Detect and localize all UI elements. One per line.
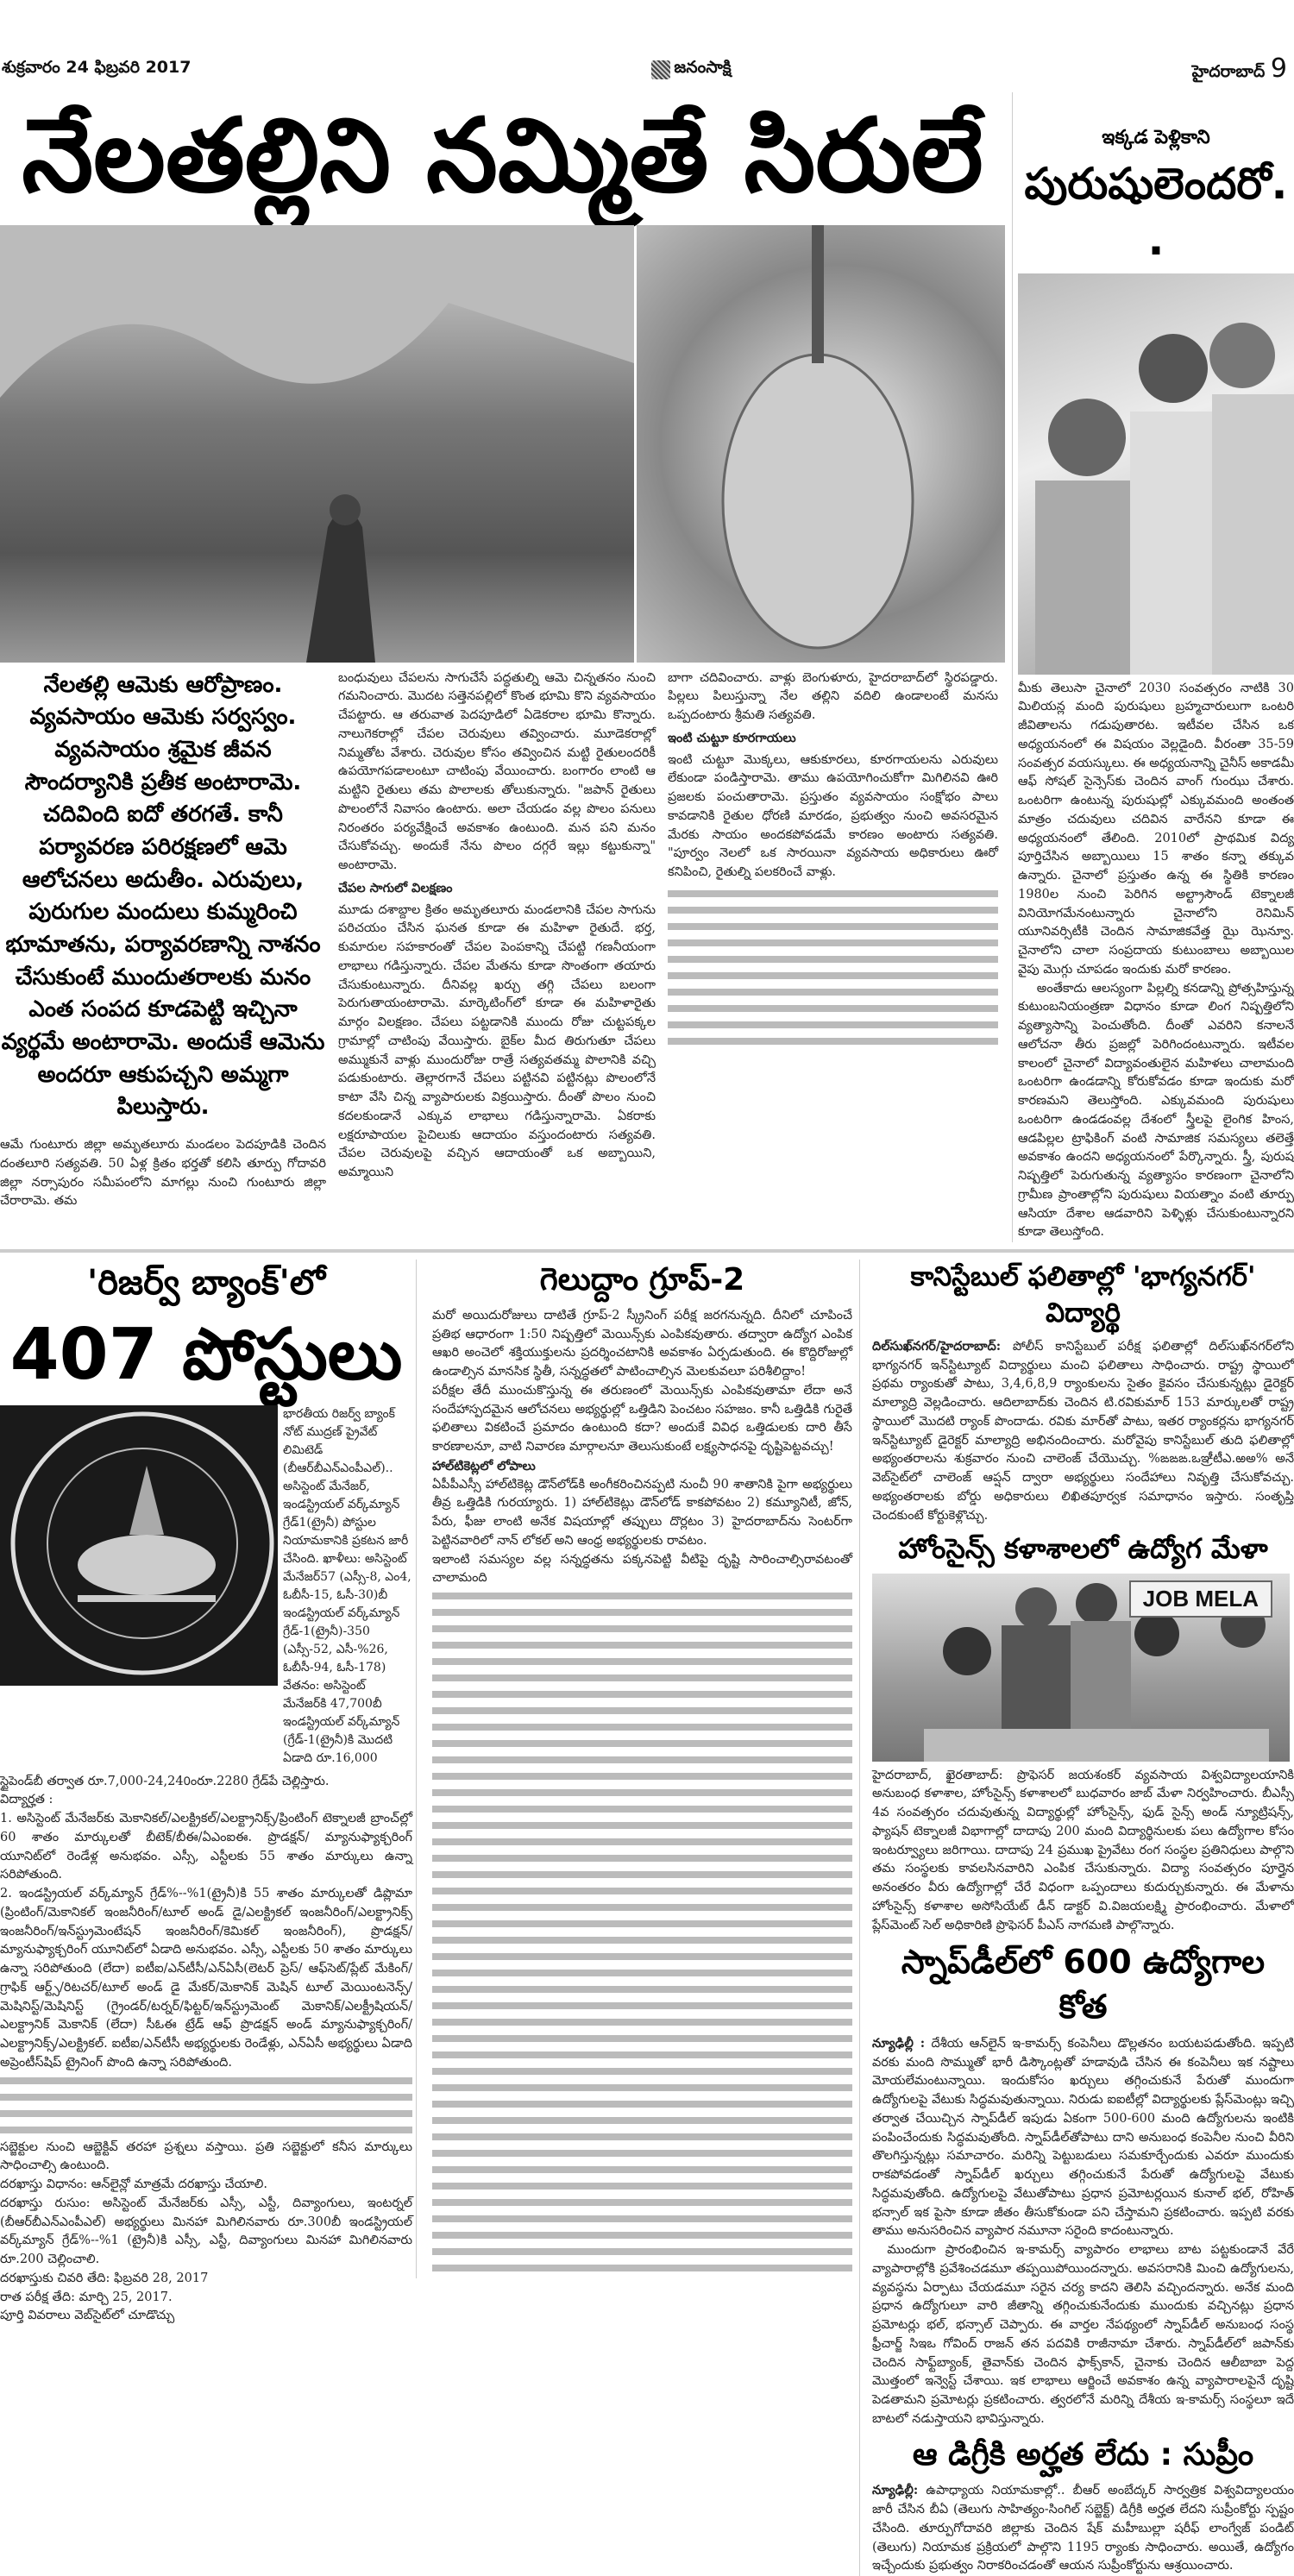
rbi-fee: దరఖాస్తు రుసుం: అసిస్టెంట్ మేనేజర్‌కు ఎస్సీ, ఎస్టీ, దివ్యాంగులు, ఇంటర్నల్ (బీఆర్‌బీఎన్‌ఎంపీఎల్) అభ్యర్థులు మినహా మిగిలినవారు రూ.300బీ ఇండస్ట్రియల్ వర్క్‌మ్యాన్ గ్రేడ్%--%1 (ట్రైనీ)కి ఎస్సీ, ఎస్టీ, దివ్యాంగులు మినహా మిగిలినవారు రూ.200 చెల్లించాలి. <box>0 2196 412 2267</box>
supreme-body <box>872 2481 1294 2576</box>
logo-emblem-icon <box>651 60 670 79</box>
rbi-emblem-photo <box>0 1405 278 1686</box>
rbi-eligibility-2: 2. ఇండస్ట్రియల్ వర్క్‌మ్యాన్ గ్రేడ్%--%1(ట్రైనీ)కి 55 శాతం మార్కులతో డిప్లొమా (ప్రింటింగ్/మెకానికల్ ఇంజనీరింగ్/టూల్ అండ్ డై/ఎలక్ట్రికల్ ఇంజనీరింగ్/ఎలక్ట్రానిక్స్ ఇంజనీరింగ్/ఇన్‌స్ట్రుమెంటేషన్ ఇంజనీరింగ్/కెమికల్ ఇంజనీరింగ్), ప్రొడక్షన్/మ్యానుఫ్యాక్చరింగ్ యూనిట్‌లో ఏడాది అనుభవం. ఎస్సీ, ఎస్టీలకు 50 శాతం మార్కులు ఉన్నా సరిపోతుంది (లేదా) ఐటీఐ/ఎన్‌టీసీ/ఎన్‌ఏసీ(లెటర్ ప్రెస్/ ఆఫ్‌సెట్/ప్లేట్ మేకింగ్/గ్రాఫిక్ ఆర్ట్స్/రిటచర్/టూల్ అండ్ డై మేకర్/మెకానిక్ మెషిన్ టూల్ మెయింటనెన్స్/మెషినిస్ట్/మెషినిస్ట్ (గ్రైండర్/టర్నర్/ఫిట్టర్/ఇన్‌స్ట్రుమెంట్ మెకానిక్/ఎలక్ట్రీషియన్/ఎలక్ట్రానిక్ మెకానిక్ (లేదా) సీఓఈ ట్రేడ్ ఆఫ్ ప్రొడక్షన్ అండ్ మ్యానుఫ్యాక్చరింగ్/ఎలక్ట్రానిక్స్/ఎలక్ట్రికల్. ఐటీఐ/ఎన్‌టీసీ అభ్యర్థులకు రెండేళ్లు, ఎన్‌ఏసీ అభ్యర్థులు ఏడాది అప్రెంటీస్‌షిప్ ట్రైనింగ్ పొంది ఉన్నా సరిపోతుంది. <box>0 1887 412 2070</box>
jobmela-headline: హోంసైన్స్ కళాశాలలో ఉద్యోగ మేళా <box>898 1532 1268 1566</box>
top-section <box>0 92 1294 1242</box>
rbi-side-text: భారతీయ రిజర్వ్ బ్యాంక్ నోట్ ముద్రణ్ ప్రైవేట్ లిమిటెడ్ (బీఆర్‌బీఎన్‌ఎంపీఎల్).. అసిస్టెంట్ మేనేజర్, ఇండస్ట్రియల్ వర్క్‌మ్యాన్ గ్రేడ్1(ట్రైనీ) పోస్టుల నియామకానికి ప్రకటన జారీ చేసింది. ఖాళీలు: అసిస్టెంట్ మేనేజర్57 (ఎస్సీ-8, ఎం4, ఓబీసీ-15, ఓసీ-30)బీ ఇండస్ట్రియల్ వర్క్‌మ్యాన్ గ్రేడ్-1(ట్రైనీ)-350 (ఎస్సీ-52, ఎసీ-%26, ఓబీసీ-94, ఓసీ-178) వేతనం: అసిస్టెంట్ మేనేజర్‌కి 47,700బీ ఇండస్ట్రియల్ వర్క్‌మ్యాన్ (గ్రేడ్-1(ట్రైనీ)కి మొదటి ఏడాది రూ.16,000 <box>283 1406 411 1765</box>
snapdeal-headline: స్నాప్‌డీల్‌లో 600 ఉద్యోగాల కోత <box>901 1943 1266 2026</box>
supreme-text: ఉపాధ్యాయ నియామకాల్లో.. బీఆర్ అంబేద్కర్ సార్వత్రిక విశ్వవిద్యాలయం జారీ చేసిన బీఏ (తెలుగు సాహిత్యం-సింగిల్ సబ్జెక్ట్) డిగ్రీకి అర్హత లేదని సుప్రీంకోర్టు స్పష్టం చేసింది. తూర్పుగోదావరి జిల్లాకు చెందిన షేక్ మహీబుల్లా షరీఫ్ లాంగ్వేజ్ పండిట్ (తెలుగు) నియామక ప్రక్రియలో పాల్గొని 1195 ర్యాంకు సాధించారు. అయితే, ఉద్యోగం ఇచ్చేందుకు ప్రభుత్వం నిరాకరించడంతో ఆయన సుప్రీంకోర్టును ఆశ్రయించారు. <box>872 2484 1294 2573</box>
lead-col3-subhead: ఇంటి చుట్టూ కూరగాయలు <box>668 730 796 745</box>
group2-headline: గెలుద్దాం గ్రూప్-2 <box>539 1262 745 1298</box>
lead-story <box>0 92 1005 1242</box>
group2-para-1: మరో అయిదురోజులు దాటితే గ్రూప్-2 స్క్రీనింగ్ పరీక్ష జరగనున్నది. దీనిలో చూపించే ప్రతిభ ఆధారంగా 1:50 నిష్పత్తిలో మెయిన్స్‌కు ఎంపికవుతారు. తద్వారా ఉద్యోగ ఎంపిక ఆఖరి అంచెలో శక్తియుక్తులను ప్రదర్శించటానికి అవకాశం ఏర్పడుతుంది. ఈ కొద్దిరోజుల్లో ఉండాల్సిన మానసిక స్థితీ, సన్నద్ధతలో పాటించాల్సిన మెలకువలూ పరిశీలిద్దాం! <box>432 1308 852 1379</box>
rbi-exam: సబ్జెక్టుల నుంచి ఆబ్జెక్టివ్ తరహా ప్రశ్నలు వస్తాయి. ప్రతి సబ్జెక్టులో కనీస మార్కులు సాధించాల్సి ఉంటుంది. <box>0 2139 412 2173</box>
farmer-figure <box>0 225 634 663</box>
logo-text: జనంసాక్షి <box>674 58 732 77</box>
lead-column-1 <box>0 669 326 1212</box>
bottom-section <box>0 1260 1294 2576</box>
constable-headline: కానిస్టేబుల్ ఫలితాల్లో 'భాగ్యనగర్' విద్యార్థి <box>910 1261 1256 1329</box>
rbi-continued-text <box>0 2073 412 2139</box>
lead-col2-para: బంధువులు చేపలను సాగుచేసే పద్ధతుల్ని ఆమె చిన్నతనం నుంచి గమనించారు. మొదట సత్తెనపల్లిలో కొంత భూమి కొని వ్యవసాయం చేపట్టారు. ఆ తరువాత పెదపూడిలో ఏడెకరాల భూమి కొన్నారు. నాలుగెకరాల్లో చేపల చెరువులు తవ్వించారు. మూడెకరాల్లో నిమ్మతోట వేశారు. చెరువుల కోసం తవ్వించిన మట్టి రైతులందరికీ ఉపయోగపడాలంటూ చాటింపు వేయించారు. బంగారం లాంటి ఆ మట్టిని రైతులు తమ పొలాలకు తోలుకున్నారు. "జపాన్ రైతులు పొలంలోనే నివాసం ఉంటారు. అలా చేయడం వల్ల పొలం పనులు నిరంతరం పర్యవేక్షించే అవకాశం ఉంటుంది. మన పని మనం చేసుకోవచ్చు. అందుకే నేను పొలం దగ్గరే ఇల్లు కట్టుకున్నా" అంటారామె. <box>338 670 656 872</box>
supreme-headline: ఆ డిగ్రీకి అర్హత లేదు : సుప్రీం <box>912 2436 1254 2472</box>
rbi-exam-date: రాత పరీక్ష తేది: మార్చి 25, 2017. <box>0 2290 173 2304</box>
side-story <box>1012 92 1294 1242</box>
lead-pullquote: నేలతల్లి ఆమెకు ఆరోప్రాణం. వ్యవసాయం ఆమెకు సర్వస్వం. వ్యవసాయం శ్రమైక జీవన సౌందర్యానికి ప్రతీక అంటారామె. చదివింది ఐదో తరగతే. కానీ పర్యావరణ పరిరక్షణలో ఆమె ఆలోచనలు అదుతీం. ఎరువులు, పురుగుల మందులు కుమ్మరించి భూమాతను, పర్యావరణాన్ని నాశనం చేసుకుంటే ముందుతరాలకు మనం ఎంత సంపద కూడపెట్టి ఇచ్చినా వ్యర్థమే అంటారామె. అందుకే ఆమెను అందరూ ఆకుపచ్చని అమ్మగా పిలుస్తారు. <box>1 671 325 1121</box>
newspaper-logo <box>651 58 731 81</box>
rbi-eligibility-1: 1. అసిస్టెంట్ మేనేజర్‌కు మెకానికల్/ఎలక్ట్రికల్/ఎలక్ట్రానిక్స్/ప్రింటింగ్ టెక్నాలజీ బ్రాంచ్‌ల్లో 60 శాతం మార్కులతో బీటెక్/బీఈ/ఏఎంఐఈ. ప్రొడక్షన్/ మ్యానుఫ్యాక్చరింగ్ యూనిట్‌లో రెండేళ్ల అనుభవం. ఎస్సీ, ఎస్టీలకు 55 శాతం మార్కులు ఉన్నా సరిపోతుంది. <box>0 1812 412 1882</box>
constable-body <box>872 1337 1294 1526</box>
group2-body <box>432 1307 852 2278</box>
lead-photos <box>0 225 1005 663</box>
issue-date: శుక్రవారం 24 ఫిబ్రవరి 2017 <box>2 58 192 77</box>
group2-para-4: ఇలాంటి సమస్యల వల్ల సన్నద్ధతను పక్కనపెట్టి వీటిపై దృష్టి సారించాల్సిరావటంతో చాలామంది <box>432 1552 852 1586</box>
group2-para-2: పరీక్షల తేదీ ముంచుకొస్తున్న ఈ తరుణంలో మెయిన్స్‌కు ఎంపికవుతామా లేదా అనే సందేహాస్పదమైన ఆలోచనలు అభ్యర్థుల్లో ఒత్తిడిని పెంచటం సహజం. కానీ ఒత్తిడికి గురైతే ఫలితాలు వికటించే ప్రమాదం ఉంటుంది కదా? అందుకే వివిధ ఒత్తిడులకు దారి తీసే కారణాలనూ, వాటి నివారణ మార్గాలనూ తెలుసుకుంటే లక్ష్యసాధనపై దృష్టిపెట్టవచ్చు! <box>432 1383 852 1454</box>
lead-column-2 <box>338 669 656 1183</box>
rbi-seal-icon <box>0 1405 278 1686</box>
masthead <box>0 0 1294 92</box>
supreme-dateline: న్యూఢిల్లీ: <box>872 2483 919 2498</box>
rbi-emblem-row <box>0 1405 412 1768</box>
group2-subhead: హాల్‌టికెట్లలో లోపాలు <box>432 1458 536 1473</box>
job-mela-photo <box>872 1574 1290 1762</box>
section-divider <box>0 1249 1294 1253</box>
side-para-1: మీకు తెలుసా చైనాలో 2030 సంవత్సరం నాటికి 30 మిలియన్ల మంది పురుషులు బ్రహ్మచారులుగా ఒంటరి జీవితాలను గడుపుతారట. ఇటీవల చేసిన ఒక అధ్యయనంలో ఈ విషయం వెల్లడైంది. వీరంతా 35-59 సంవత్సర వయస్కులు. ఈ అధ్యయనాన్ని చైనీస్ అకాడమీ ఆఫ్ సోషల్ సైన్సెస్‌కు చెందిన వాంగ్ గుంఝు చేశారు. ఒంటరిగా ఉంటున్న పురుషుల్లో ఎక్కువమంది అంతంత మాత్రం చదువులు చదివిన వారేనని కూడా ఈ అధ్యయనంలో తేలింది. 2010లో ప్రాథమిక విద్య పూర్తిచేసిన అబ్బాయిలు 15 శాతం కన్నా తక్కువ ఉన్నారు. చైనాలో ప్రస్తుతం ఉన్న ఈ స్థితికి కారణం 1980ల నుంచి పెరిగిన అల్ట్రాసౌండ్ టెక్నాలజీ వినియోగమేనంటున్నారు చైనాలోని రెనిమిన్ యూనివర్సిటీకి చెందిన సామాజికవేత్త ఝై ఝెన్వూ. చైనాలోని చాలా సంప్రదాయ కుటుంబాలు అబ్బాయిల వైపు మొగ్గు చూపడం ఇందుకు మరో కారణం. <box>1018 681 1294 977</box>
job-mela-banner: JOB MELA <box>1129 1580 1272 1618</box>
side-body <box>1018 680 1294 1243</box>
side-headline: పురుషులెందరో.. <box>1024 158 1288 265</box>
group2-story <box>416 1260 859 2278</box>
lead-col3-para-2: ఇంటి చుట్టూ మొక్కలు, ఆకుకూరలు, కూరగాయలను ఎరువులు లేకుండా పండిస్తారామె. తాము ఉపయోగించుకోగా మిగిలినవి ఊరి ప్రజలకు పంచుతారామె. ప్రస్తుతం వ్యవసాయం సంక్షోభం పాలు కావడానికి రైతుల ధోరణి మారడం, ప్రభుత్వం నుంచి అవసరమైన మేరకు సాయం అందకపోవడమే కారణం అంటారు సత్యవతి. "పూర్వం నెలలో ఒక సారయినా వ్యవసాయ అధికారులు ఊరో కనిపించి, రైతుల్ని పలకరించే వాళ్లు. <box>668 752 998 879</box>
snapdeal-dateline: న్యూఢిల్లీ : <box>872 2035 926 2051</box>
rbi-apply: దరఖాస్తు విధానం: ఆన్‌లైన్లో మాత్రమే దరఖాస్తు చేయాలి. <box>0 2177 268 2192</box>
rbi-story <box>0 1260 416 2326</box>
rbi-last-date: దరఖాస్తుకు చివరి తేది: ఫిబ్రవరి 28, 2017 <box>0 2271 209 2285</box>
lead-col2-para-2: మూడు దశాబ్దాల క్రితం అమృతలూరు మండలానికి చేపల సాగును పరిచయం చేసిన ఘనత కూడా ఈ మహిళా రైతుదే. భర్త, కుమారుల సహకారంతో చేపల పెంపకాన్ని చేపట్టి గణనీయంగా లాభాలు గడిస్తున్నారు. చేపల మేతను కూడా సొంతంగా తయారు చేసుకుంటున్నారు. దీనివల్ల ఖర్చు తగ్గి చేపలు బలంగా పెరుగుతాయంటారామె. మార్కెటింగ్‌లో కూడా ఈ మహిళారైతు మార్గం విలక్షణం. చేపలు పట్టడానికి ముందు రోజు చుట్టపక్కల గ్రామాల్లో చాటింపు వేయిస్తారు. బైక్‌ల మీద తిరుగుతూ చేపలు అమ్ముకునే వాళ్లు ముందురోజు రాత్రే సత్యవతమ్మ పొలానికి వచ్చి పడుకుంటారు. తెల్లారగానే చేపలు పట్టినవి పట్టినట్లు పొలంలోనే కాటా వేసి చిన్న వ్యాపారులకు విక్రయిస్తారు. దీంతో పొలం నుంచి కదలకుండానే ఎక్కువ లాభాలు గడిస్తున్నారామె. ఏకరాకు లక్షరూపాయల పైచిలుకు ఆదాయం వస్తుందంటారు సత్యవతి. చేపల చెరువులపై వచ్చిన ఆదాయంతో ఒక అబ్బాయిని, అమ్మాయిని <box>338 902 656 1179</box>
family-photo <box>1018 273 1294 675</box>
banana-bunch <box>637 225 1005 663</box>
snapdeal-para-2: ముందుగా ప్రారంభించిన ఇ-కామర్స్ వ్యాపారం లాభాలు బాట పట్టకుండానే వేరే వ్యాపారాల్లోకి ప్రవేశించడమూ తప్పయిపోయిందన్నారు. అవసరానికి మించి ఉద్యోగులను, వ్యవస్థను ఏర్పాటు చేయడమూ సరైన చర్య కాదని తెలిసి వచ్చిందన్నారు. అనేక మంది ప్రధాన ఉద్యోగులూ వారి జీతాన్ని తగ్గించుకునేందుకు ముందుకు వచ్చినట్లు ప్రధాన ప్రమోటర్లు భల్, భన్సాల్ చెప్పారు. ఈ వార్తల నేపథ్యంలో స్నాప్‌డీల్ అనుబంధ సంస్థ ఫ్రీచార్జ్ సిఇఒ గోవింద్ రాజన్ తన పదవికి రాజీనామా చేశారు. స్నాప్‌డీల్‌లో జపాన్‌కు చెందిన సాఫ్ట్‌బ్యాంక్, తైవాన్‌కు చెందిన ఫాక్స్‌కాన్, చైనాకు చెందిన ఆలీబాబా పెద్ద మొత్తంలో ఇన్వెస్ట్ చేశాయి. ఇక లాభాలు ఆర్జించే అవకాశం ఉన్న వ్యాపారాలపైనే దృష్టి పెడతామని ప్రమోటర్లు ప్రకటించారు. త్వరలోనే మరిన్ని దేశీయ ఇ-కామర్స్ సంస్థలూ ఇదే బాటలో నడుస్తాయని భావిస్తున్నారు. <box>872 2243 1294 2426</box>
rbi-more-info: పూర్తి వివరాలు వెబ్‌సైట్‌లో చూడొచ్చు <box>0 2309 175 2323</box>
rbi-stipend: స్టైపెండ్‌బీ తర్వాత రూ.7,000-24,240ంరూ.2280 గ్రేడ్‌పే చెల్లిస్తారు. <box>0 1774 330 1788</box>
edition-name: హైదరాబాద్ <box>1191 62 1266 81</box>
side-kicker: ఇక్కడ పెళ్లికాని <box>1102 127 1210 148</box>
snapdeal-para-1: దేశీయ ఆన్‌లైన్ ఇ-కామర్స్ కంపెనీలు డొల్లతనం బయటపడుతోంది. ఇప్పటి వరకు మంది సొమ్ముతో భారీ డిస్కౌంట్లతో హడావుడి చేసిన ఈ కంపెనీలు ఇక నష్టాలు మోయలేమంటున్నాయి. ఇందుకోసం ఖర్చులు తగ్గించుకునే పేరుతో ముందుగా ఉద్యోగులపై వేటుకు సిద్ధమవుతున్నాయి. నిరుడు ఐఐటీల్లో విద్యార్థులకు ప్లేస్‌మెంట్లు ఇచ్చి తర్వాత చేయిచ్చిన స్నాప్‌డీల్ ఇపుడు ఏకంగా 500-600 మంది ఉద్యోగులను ఇంటికి పంపించేందుకు సిద్ధమవుతోంది. స్నాప్‌డీల్‌తోపాటు దాని అనుబంధ కంపెనీల నుంచి వీరిని తొలగిస్తున్నట్లు సమాచారం. మరిన్ని పెట్టుబడులు సమకూర్చేందుకు ఎవరూ ముందుకు రాకపోవడంతో స్నాప్‌డీల్ ఖర్చులు తగ్గించుకునే పేరుతో ఉద్యోగులపై వేటుకు సిద్ధమవుతోంది. ఉద్యోగులపై వేటుతోపాటు ప్రధాన ప్రమోటర్లయిన కునాల్ భల్, రోహిత్ భన్సాల్ ఇక పైసా కూడా జీతం తీసుకోకుండా పని చేస్తామని ప్రకటించారు. ఇప్పటి వరకు తాము అనుసరించిన వ్యాపార నమూనా సరైంది కాదంటున్నారు. <box>872 2036 1294 2239</box>
lead-col2-subhead: చేపల సాగులో విలక్షణం <box>338 880 453 895</box>
lead-col3-continued-text <box>668 886 998 1050</box>
side-para-2: అంతేకాదు ఆలస్యంగా పిల్లల్ని కనడాన్ని ప్రోత్సహిస్తున్న కుటుంబనియంత్రణా విధానం కూడా లింగ నిష్పత్తిలోని వ్యత్యాసాన్ని పెంచుతోంది. దీంతో ఎవరిని కనాలనే ఆలోచనా తీరు ప్రజల్లో పెరిగిందంటున్నారు. ఇటీవల కాలంలో చైనాలో విద్యావంతులైన మహిళలు చాలామంది ఒంటరిగా ఉండడాన్ని కోరుకోవడం కూడా ఇందుకు మరో కారణమని తెలుస్తోంది. ఎక్కువమంది పురుషులు ఒంటరిగా ఉండడంవల్ల దేశంలో స్త్రీలపై లైంగిక హింస, ఆడపిల్లల ట్రాఫికింగ్ వంటి సామాజిక సమస్యలు తలెత్తే అవకాశం ఉందని అధ్యయనంలో పేర్కొన్నారు. స్త్రీ, పురుష నిష్పత్తిలో పెరుగుతున్న వ్యత్యాసం కారణంగా చైనాలోని గ్రామీణ ప్రాంతాల్లోని పురుషులు వియత్నాం వంటి తూర్పు ఆసియా దేశాల ఆడవారిని పెళ్ళిళ్లు చేసుకుంటున్నారని కూడా తెలుస్తోంది. <box>1018 981 1294 1240</box>
lead-headline: నేలతల్లిని నమ్మితే సిరులే <box>22 96 983 215</box>
lead-text <box>0 669 1005 1212</box>
group2-continued-text <box>432 1588 852 2278</box>
constable-dateline: దిల్‌సుఖ్‌నగర్/హైదరాబాద్: <box>872 1338 1002 1354</box>
lead-col3-para: బాగా చదివించారు. వాళ్లు బెంగుళూరు, హైదరాబాద్‌లో స్థిరపడ్డారు. పిల్లలు పిలుస్తున్నా నేల తల్లిని వదిలి ఉండాలంటే మనసు ఒప్పదంటారు శ్రీమతి సత్యవతి. <box>668 670 998 722</box>
page-number: 9 <box>1270 53 1287 84</box>
family-photo-figures <box>1018 273 1294 675</box>
constable-text: పోలీస్ కానిస్టేబుల్ పరీక్ష ఫలితాల్లో దిల్‌సుఖ్‌నగర్‌లోని భాగ్యనగర్ ఇన్‌స్టిట్యూట్ విద్యార్థులు మంచి ఫలితాలు సాధించారు. రాష్ట్ర స్థాయిలో ప్రథమ ర్యాంకుతో పాటు, 3,4,6,8,9 ర్యాంకులను సైతం కైవసం చేసుకున్నట్లు డైరెక్టర్ మాల్యాద్రి వెల్లడించారు. ఆదిలాబాద్‌కు చెందిన టి.రవికుమార్ 153 మార్కులతో రాష్ట్ర స్థాయిలో మొదటి ర్యాంక్ పొందాడు. రవికు మార్‌తో పాటు, ఇతర ర్యాంకర్లను భాగ్యనగర్ ఇన్‌స్టిట్యూట్ డైరెక్టర్ మాల్యాద్రి అభినందించారు. మరోవైపు కానిస్టేబుల్ తుది ఫలితాల్లో అభ్యంతరాలను శుక్రవారం నుంచి చాలెంజ్ చేయొచ్చు. %ఙఙఙ.ఒఞ్రీటీఎ.ఱఅ% అనే వెబ్‌సైట్‌లో చాలెంజ్ ఆప్షన్ ద్వారా అభ్యర్థులు సందేహాలు నివృత్తి చేసుకోవచ్చు. అభ్యంతరాలకు బోర్డు అధికారులు లిఖితపూర్వక సమాధానం ఇస్తారు. సంతృప్తి చెందకుంటే కోర్టుకెళ్లొచ్చు. <box>872 1339 1294 1523</box>
rbi-headline: 407 పోస్టులు <box>9 1314 403 1397</box>
rbi-eligibility-label: విద్యార్హత : <box>0 1793 53 1807</box>
rbi-body <box>0 1773 412 2327</box>
banana-bunch-photo <box>637 225 1005 663</box>
right-column <box>859 1260 1294 2576</box>
group2-para-3: ఏపీపీఎస్సీ హాల్‌టికెట్ల డౌన్‌లోడ్‌కి అంగీకరించినప్పటి నుంచీ 90 శాతానికి పైగా అభ్యర్థులు తీవ్ర ఒత్తిడికి గురయ్యారు. 1) హాల్‌టికెట్లు డౌన్‌లోడ్ కాకపోవటం 2) కమ్యూనిటీ, జోన్, పేరు, ఫీజు లాంటి అనేక విషయాల్లో తప్పులు దొర్లటం 3) హైదరాబాద్‌ను సెంటర్‌గా పెట్టినవారిలో నాన్ లోకల్ అని ఆంధ్ర అభ్యర్థులకు రావటం. <box>432 1477 852 1548</box>
edition-page <box>1192 53 1287 85</box>
lead-column-3 <box>668 669 998 1050</box>
rbi-kicker: 'రిజర్వ్ బ్యాంక్'లో <box>86 1263 326 1304</box>
lead-intro: ఆమే గుంటూరు జిల్లా అమృతలూరు మండలం పెదపూడికి చెందిన దంతలూరి సత్యవతి. 50 ఏళ్ల క్రితం భర్తతో కలిసి తూర్పు గోదావరి జిల్లా నర్సాపురం సమీపంలోని మాగల్లు నుంచి గుంటూరు జిల్లా చేరారామె. తమ <box>0 1138 326 1209</box>
jobmela-body: హైదరాబాద్, ఖైరతాబాద్: ప్రొఫెసర్ జయశంకర్ వ్యవసాయ విశ్వవిద్యాలయానికి అనుబంధ కళాశాల, హోంసైన్స్ కళాశాలలో బుధవారం జాబ్ మేళా నిర్వహించారు. బీఎస్సీ 4వ సంవత్సరం చదువుతున్న విద్యార్థుల్లో హోంసైన్స్, ఫుడ్ సైన్స్ అండ్ న్యూట్రిషన్స్, ఫ్యాషన్ టెక్నాలజీ విభాగాల్లో దాదాపు 200 మంది విద్యార్థినులకు పలు ఉద్యోగాల కోసం ఇంటర్వ్యూలు జరిగాయి. దాదాపు 24 ప్రముఖ ప్రైవేటు రంగ సంస్థల ప్రతినిధులు పాల్గొని తమ సంస్థలకు కావలసినవారిని ఎంపిక చేసుకున్నారు. విద్యా సంవత్సరం పూర్తైన అనంతరం వీరు ఉద్యోగాల్లో చేరే విధంగా ఒప్పందాలు కుదుర్చుకున్నారు. ఈ మేళాను హోంసైన్స్ కళాశాల అసోసియేట్ డీన్ డాక్టర్ వి.విజయలక్ష్మి ప్రారంభించారు. మేళాలో ప్లేస్‌మెంట్ సెల్ అధికారిణి ప్రొఫెసర్ పీఎస్ నాగమణి పాల్గొన్నారు. <box>872 1768 1294 1932</box>
farmer-garden-photo <box>0 225 634 663</box>
snapdeal-body <box>872 2034 1294 2429</box>
